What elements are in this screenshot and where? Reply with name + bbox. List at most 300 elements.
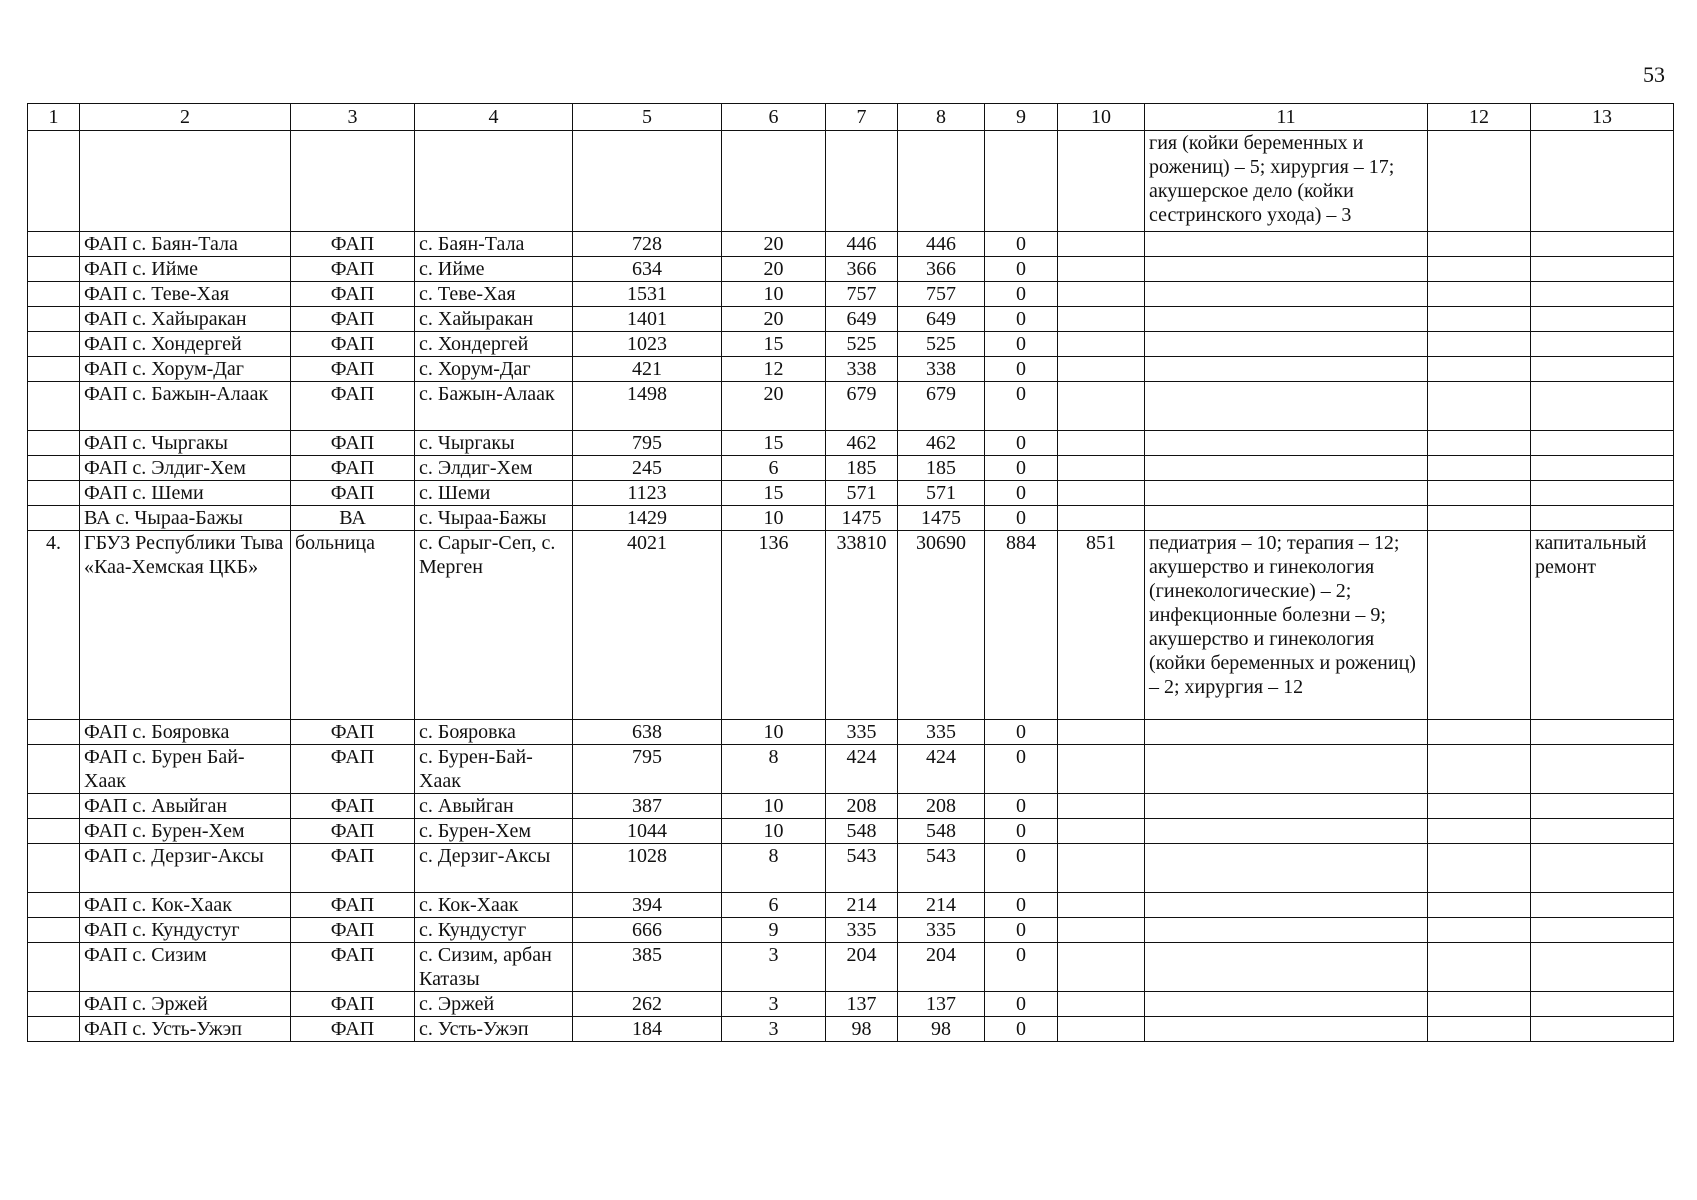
cell-name: ФАП с. Бурен Бай-Хаак — [80, 745, 291, 794]
cell-c13 — [1531, 893, 1674, 918]
cell-c7: 335 — [826, 918, 898, 943]
cell-c13 — [1531, 232, 1674, 257]
cell-c6: 20 — [722, 382, 826, 431]
table-row — [28, 720, 1674, 745]
cell-c5: 421 — [573, 357, 722, 382]
cell-c10 — [1058, 456, 1145, 481]
cell-c6: 8 — [722, 745, 826, 794]
cell-c12 — [1428, 332, 1531, 357]
cell-type: ФАП — [291, 282, 415, 307]
cell-no — [28, 481, 80, 506]
cell-c7: 462 — [826, 431, 898, 456]
cell-name: ФАП с. Кок-Хаак — [80, 893, 291, 918]
cell-c5: 795 — [573, 431, 722, 456]
cell-profile — [1145, 893, 1428, 918]
cell-c5: 1531 — [573, 282, 722, 307]
cell-c12 — [1428, 232, 1531, 257]
cell-c7: 1475 — [826, 506, 898, 531]
cell-c13 — [1531, 720, 1674, 745]
cell-place: с. Кундустуг — [415, 918, 573, 943]
cell-c5 — [573, 131, 722, 232]
cell-c7 — [826, 131, 898, 232]
cell-c5: 728 — [573, 232, 722, 257]
cell-type: ФАП — [291, 745, 415, 794]
cell-type: ФАП — [291, 1017, 415, 1042]
table-row — [28, 357, 1674, 382]
cell-c12 — [1428, 819, 1531, 844]
cell-c10 — [1058, 131, 1145, 232]
cell-no — [28, 819, 80, 844]
cell-c10 — [1058, 918, 1145, 943]
cell-c5: 1429 — [573, 506, 722, 531]
cell-c12 — [1428, 131, 1531, 232]
cell-c9: 0 — [985, 992, 1058, 1017]
cell-c9: 0 — [985, 282, 1058, 307]
cell-c7: 208 — [826, 794, 898, 819]
cell-c7: 757 — [826, 282, 898, 307]
cell-profile — [1145, 844, 1428, 893]
cell-c6: 8 — [722, 844, 826, 893]
cell-c10: 851 — [1058, 531, 1145, 720]
cell-c5: 394 — [573, 893, 722, 918]
cell-name: ФАП с. Эржей — [80, 992, 291, 1017]
table-row — [28, 431, 1674, 456]
table-row — [28, 257, 1674, 282]
column-header: 3 — [291, 104, 415, 131]
cell-c10 — [1058, 819, 1145, 844]
cell-c8: 185 — [898, 456, 985, 481]
cell-c12 — [1428, 893, 1531, 918]
cell-type — [291, 131, 415, 232]
cell-profile-continuation: гия (койки беременных и рожениц) – 5; хирургия – 17; акушерское дело (койки сестринского ухода) – 3 — [1145, 131, 1428, 232]
cell-c10 — [1058, 745, 1145, 794]
cell-c13 — [1531, 1017, 1674, 1042]
data-table — [27, 103, 1674, 1042]
cell-c5: 1023 — [573, 332, 722, 357]
cell-c6: 12 — [722, 357, 826, 382]
cell-c9: 0 — [985, 844, 1058, 893]
cell-type: ФАП — [291, 232, 415, 257]
column-number-row — [28, 104, 1674, 131]
cell-no — [28, 456, 80, 481]
cell-c12 — [1428, 844, 1531, 893]
cell-place: с. Эржей — [415, 992, 573, 1017]
table-row — [28, 844, 1674, 893]
cell-no — [28, 131, 80, 232]
cell-c9: 0 — [985, 1017, 1058, 1042]
cell-name: ФАП с. Ийме — [80, 257, 291, 282]
cell-c8: 335 — [898, 720, 985, 745]
column-header: 11 — [1145, 104, 1428, 131]
cell-c8: 137 — [898, 992, 985, 1017]
cell-c9: 0 — [985, 232, 1058, 257]
cell-place: с. Баян-Тала — [415, 232, 573, 257]
cell-c10 — [1058, 307, 1145, 332]
cell-c7: 338 — [826, 357, 898, 382]
cell-type: ФАП — [291, 456, 415, 481]
column-header: 2 — [80, 104, 291, 131]
cell-c9: 0 — [985, 720, 1058, 745]
cell-place: с. Кок-Хаак — [415, 893, 573, 918]
cell-no — [28, 357, 80, 382]
cell-type: ФАП — [291, 918, 415, 943]
cell-c8: 525 — [898, 332, 985, 357]
cell-c6: 10 — [722, 819, 826, 844]
cell-c7: 679 — [826, 382, 898, 431]
cell-c13 — [1531, 382, 1674, 431]
cell-c12 — [1428, 992, 1531, 1017]
cell-c7: 335 — [826, 720, 898, 745]
cell-type: ФАП — [291, 893, 415, 918]
cell-no — [28, 232, 80, 257]
cell-name: ФАП с. Теве-Хая — [80, 282, 291, 307]
cell-type: ФАП — [291, 257, 415, 282]
cell-name: ФАП с. Кундустуг — [80, 918, 291, 943]
cell-c7: 424 — [826, 745, 898, 794]
cell-c9: 0 — [985, 481, 1058, 506]
table-row — [28, 382, 1674, 431]
cell-c6: 3 — [722, 1017, 826, 1042]
cell-profile — [1145, 431, 1428, 456]
cell-c6: 15 — [722, 481, 826, 506]
cell-name: ФАП с. Бажын-Алаак — [80, 382, 291, 431]
cell-c6: 10 — [722, 506, 826, 531]
cell-c13 — [1531, 819, 1674, 844]
cell-c6: 15 — [722, 431, 826, 456]
cell-c9: 0 — [985, 382, 1058, 431]
cell-name — [80, 131, 291, 232]
cell-profile — [1145, 307, 1428, 332]
cell-c6: 136 — [722, 531, 826, 720]
cell-c5: 1498 — [573, 382, 722, 431]
cell-c6: 20 — [722, 257, 826, 282]
cell-type: ФАП — [291, 720, 415, 745]
cell-place: с. Усть-Ужэп — [415, 1017, 573, 1042]
cell-c9: 0 — [985, 819, 1058, 844]
cell-place: с. Авыйган — [415, 794, 573, 819]
cell-c8: 366 — [898, 257, 985, 282]
cell-c9: 0 — [985, 506, 1058, 531]
cell-c7: 571 — [826, 481, 898, 506]
cell-c12 — [1428, 745, 1531, 794]
cell-c8: 548 — [898, 819, 985, 844]
table-row — [28, 307, 1674, 332]
cell-c13 — [1531, 844, 1674, 893]
column-header: 6 — [722, 104, 826, 131]
cell-place: с. Шеми — [415, 481, 573, 506]
cell-c13: капитальный ремонт — [1531, 531, 1674, 720]
cell-profile — [1145, 943, 1428, 992]
cell-c10 — [1058, 382, 1145, 431]
cell-c7: 204 — [826, 943, 898, 992]
cell-c10 — [1058, 431, 1145, 456]
continuation-row — [28, 131, 1674, 232]
cell-c13 — [1531, 332, 1674, 357]
table-row — [28, 332, 1674, 357]
cell-profile — [1145, 456, 1428, 481]
cell-no: 4. — [28, 531, 80, 720]
cell-c9: 0 — [985, 745, 1058, 794]
cell-profile — [1145, 332, 1428, 357]
cell-place: с. Хорум-Даг — [415, 357, 573, 382]
cell-type: ФАП — [291, 332, 415, 357]
cell-c8 — [898, 131, 985, 232]
cell-c13 — [1531, 456, 1674, 481]
cell-name: ФАП с. Баян-Тала — [80, 232, 291, 257]
cell-type: ФАП — [291, 992, 415, 1017]
cell-no — [28, 745, 80, 794]
cell-name: ФАП с. Хондергей — [80, 332, 291, 357]
cell-c10 — [1058, 893, 1145, 918]
cell-no — [28, 918, 80, 943]
cell-name: ФАП с. Усть-Ужэп — [80, 1017, 291, 1042]
cell-c13 — [1531, 506, 1674, 531]
cell-place: с. Сизим, арбан Катазы — [415, 943, 573, 992]
cell-type: ФАП — [291, 943, 415, 992]
cell-c7: 525 — [826, 332, 898, 357]
cell-place: с. Теве-Хая — [415, 282, 573, 307]
cell-c9: 0 — [985, 943, 1058, 992]
cell-c5: 245 — [573, 456, 722, 481]
cell-no — [28, 257, 80, 282]
cell-c5: 1401 — [573, 307, 722, 332]
cell-place: с. Ийме — [415, 257, 573, 282]
cell-c12 — [1428, 794, 1531, 819]
cell-c12 — [1428, 357, 1531, 382]
column-header: 1 — [28, 104, 80, 131]
cell-c6: 10 — [722, 720, 826, 745]
cell-no — [28, 794, 80, 819]
cell-c5: 385 — [573, 943, 722, 992]
cell-c9: 0 — [985, 456, 1058, 481]
cell-c12 — [1428, 257, 1531, 282]
cell-c12 — [1428, 307, 1531, 332]
cell-type: ФАП — [291, 382, 415, 431]
cell-profile — [1145, 481, 1428, 506]
cell-no — [28, 1017, 80, 1042]
cell-c10 — [1058, 481, 1145, 506]
cell-name: ФАП с. Чыргакы — [80, 431, 291, 456]
cell-c10 — [1058, 943, 1145, 992]
cell-c12 — [1428, 943, 1531, 992]
cell-profile — [1145, 382, 1428, 431]
cell-profile — [1145, 918, 1428, 943]
cell-no — [28, 282, 80, 307]
cell-c7: 446 — [826, 232, 898, 257]
cell-place: с. Бояровка — [415, 720, 573, 745]
cell-c6: 20 — [722, 232, 826, 257]
cell-type: ФАП — [291, 819, 415, 844]
cell-c13 — [1531, 481, 1674, 506]
cell-place: с. Чыргакы — [415, 431, 573, 456]
cell-c6: 20 — [722, 307, 826, 332]
cell-c7: 137 — [826, 992, 898, 1017]
cell-c10 — [1058, 720, 1145, 745]
cell-c6: 6 — [722, 893, 826, 918]
cell-c7: 33810 — [826, 531, 898, 720]
cell-c13 — [1531, 431, 1674, 456]
cell-type: ФАП — [291, 794, 415, 819]
cell-c12 — [1428, 506, 1531, 531]
cell-name: ФАП с. Шеми — [80, 481, 291, 506]
cell-c6: 15 — [722, 332, 826, 357]
cell-type: больница — [291, 531, 415, 720]
cell-profile — [1145, 992, 1428, 1017]
cell-c13 — [1531, 282, 1674, 307]
cell-c5: 1028 — [573, 844, 722, 893]
cell-c5: 666 — [573, 918, 722, 943]
cell-type: ФАП — [291, 307, 415, 332]
cell-name: ФАП с. Бурен-Хем — [80, 819, 291, 844]
cell-c8: 338 — [898, 357, 985, 382]
cell-no — [28, 506, 80, 531]
column-header: 10 — [1058, 104, 1145, 131]
cell-c5: 387 — [573, 794, 722, 819]
cell-c6: 3 — [722, 943, 826, 992]
table-row — [28, 893, 1674, 918]
column-header: 12 — [1428, 104, 1531, 131]
cell-profile — [1145, 1017, 1428, 1042]
cell-c10 — [1058, 282, 1145, 307]
cell-profile — [1145, 257, 1428, 282]
cell-c6: 10 — [722, 794, 826, 819]
cell-place: с. Сарыг-Сеп, с. Мерген — [415, 531, 573, 720]
cell-profile — [1145, 745, 1428, 794]
cell-c12 — [1428, 481, 1531, 506]
cell-c7: 98 — [826, 1017, 898, 1042]
table-row — [28, 481, 1674, 506]
cell-c10 — [1058, 794, 1145, 819]
cell-c5: 4021 — [573, 531, 722, 720]
table-row — [28, 943, 1674, 992]
cell-place: с. Чыраа-Бажы — [415, 506, 573, 531]
cell-c8: 649 — [898, 307, 985, 332]
cell-c8: 98 — [898, 1017, 985, 1042]
cell-name: ФАП с. Авыйган — [80, 794, 291, 819]
cell-no — [28, 943, 80, 992]
cell-c9: 0 — [985, 918, 1058, 943]
cell-c5: 638 — [573, 720, 722, 745]
cell-type: ВА — [291, 506, 415, 531]
cell-c8: 1475 — [898, 506, 985, 531]
cell-no — [28, 382, 80, 431]
column-header: 5 — [573, 104, 722, 131]
cell-c9: 0 — [985, 257, 1058, 282]
cell-c10 — [1058, 332, 1145, 357]
cell-name: ВА с. Чыраа-Бажы — [80, 506, 291, 531]
cell-place — [415, 131, 573, 232]
cell-profile — [1145, 282, 1428, 307]
cell-c13 — [1531, 307, 1674, 332]
cell-c6: 10 — [722, 282, 826, 307]
cell-c12 — [1428, 382, 1531, 431]
cell-c12 — [1428, 431, 1531, 456]
cell-c7: 543 — [826, 844, 898, 893]
cell-c9: 0 — [985, 307, 1058, 332]
cell-profile — [1145, 232, 1428, 257]
cell-place: с. Дерзиг-Аксы — [415, 844, 573, 893]
cell-c7: 548 — [826, 819, 898, 844]
cell-no — [28, 844, 80, 893]
cell-c12 — [1428, 456, 1531, 481]
cell-name: ФАП с. Дерзиг-Аксы — [80, 844, 291, 893]
cell-place: с. Бурен-Хем — [415, 819, 573, 844]
cell-name: ФАП с. Элдиг-Хем — [80, 456, 291, 481]
cell-c8: 757 — [898, 282, 985, 307]
cell-place: с. Хайыракан — [415, 307, 573, 332]
cell-c9: 0 — [985, 357, 1058, 382]
table-row — [28, 918, 1674, 943]
cell-c9: 0 — [985, 794, 1058, 819]
table-row — [28, 992, 1674, 1017]
cell-c8: 204 — [898, 943, 985, 992]
cell-c10 — [1058, 257, 1145, 282]
cell-c7: 649 — [826, 307, 898, 332]
table-row — [28, 745, 1674, 794]
cell-c13 — [1531, 794, 1674, 819]
hospital-row — [28, 531, 1674, 720]
cell-place: с. Элдиг-Хем — [415, 456, 573, 481]
table-row — [28, 506, 1674, 531]
cell-c5: 795 — [573, 745, 722, 794]
table-row — [28, 282, 1674, 307]
cell-name: ФАП с. Хорум-Даг — [80, 357, 291, 382]
cell-no — [28, 720, 80, 745]
cell-c6 — [722, 131, 826, 232]
column-header: 9 — [985, 104, 1058, 131]
cell-type: ФАП — [291, 844, 415, 893]
cell-place: с. Хондергей — [415, 332, 573, 357]
cell-c8: 571 — [898, 481, 985, 506]
cell-c9: 0 — [985, 431, 1058, 456]
cell-c12 — [1428, 282, 1531, 307]
cell-profile — [1145, 357, 1428, 382]
column-header: 8 — [898, 104, 985, 131]
cell-c9: 0 — [985, 893, 1058, 918]
cell-c5: 184 — [573, 1017, 722, 1042]
cell-c10 — [1058, 357, 1145, 382]
cell-c13 — [1531, 357, 1674, 382]
cell-name: ФАП с. Сизим — [80, 943, 291, 992]
cell-place: с. Бажын-Алаак — [415, 382, 573, 431]
cell-c13 — [1531, 131, 1674, 232]
cell-no — [28, 992, 80, 1017]
cell-c10 — [1058, 844, 1145, 893]
cell-c12 — [1428, 720, 1531, 745]
cell-c10 — [1058, 1017, 1145, 1042]
cell-c5: 1044 — [573, 819, 722, 844]
table-row — [28, 794, 1674, 819]
page-number: 53 — [1643, 62, 1665, 87]
cell-c8: 679 — [898, 382, 985, 431]
cell-c8: 208 — [898, 794, 985, 819]
cell-no — [28, 431, 80, 456]
cell-profile: педиатрия – 10; терапия – 12; акушерство и гинекология (гинекологические) – 2; инфекционные болезни – 9; акушерство и гинекология (койки беременных и рожениц) – 2; хирургия – 12 — [1145, 531, 1428, 720]
cell-no — [28, 893, 80, 918]
cell-c7: 366 — [826, 257, 898, 282]
table-row — [28, 819, 1674, 844]
cell-c5: 1123 — [573, 481, 722, 506]
cell-c12 — [1428, 1017, 1531, 1042]
cell-no — [28, 332, 80, 357]
table-row — [28, 1017, 1674, 1042]
column-header: 7 — [826, 104, 898, 131]
cell-c13 — [1531, 745, 1674, 794]
cell-c7: 185 — [826, 456, 898, 481]
cell-c13 — [1531, 992, 1674, 1017]
cell-profile — [1145, 506, 1428, 531]
cell-c5: 262 — [573, 992, 722, 1017]
